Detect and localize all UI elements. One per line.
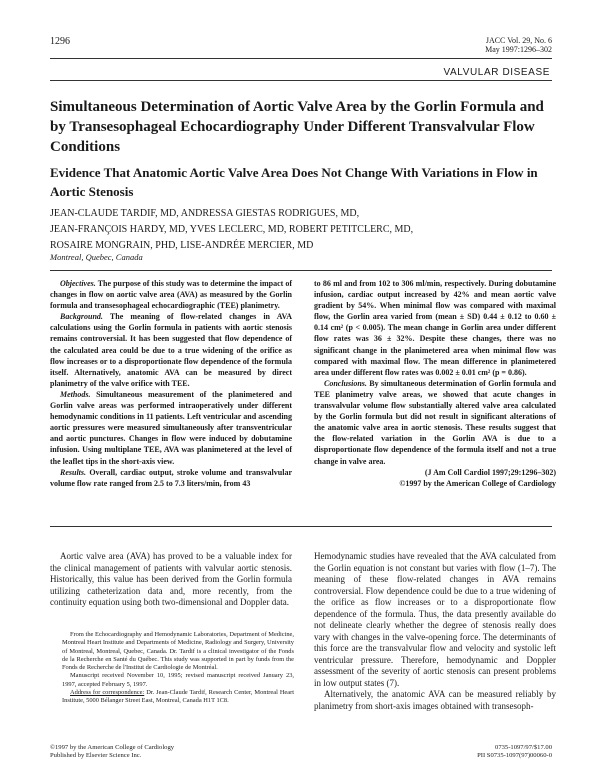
background-label: Background.	[60, 312, 103, 322]
body-paragraph: Alternatively, the anatomic AVA can be measured reliably by planimetry from short-axis images obtained with transesoph-	[314, 689, 556, 711]
journal-info	[485, 36, 552, 54]
publisher-line: Published by Elsevier Science Inc.	[50, 752, 142, 759]
abstract-right-column	[314, 278, 556, 489]
abstract	[50, 278, 556, 508]
background-text: The meaning of flow-related changes in AVA calculations using the Gorlin formula in patients with aortic stenosis remains controversial. It has been suggested that flow dependence of the calculated area could be due to a true widening of the orifice as flow increases or to a disproportionate flow dependence of the formula itself. Alternatively, anatomic AVA can be measured by direct planimetry of the valve orifice with TEE.	[50, 312, 292, 388]
footnote-address-label: Address for correspondence:	[70, 689, 145, 697]
methods-label: Methods.	[60, 389, 91, 399]
footnote-received: Manuscript received November 10, 1995; revised manuscript received January 23, 1997, accepted February 5, 1997.	[62, 672, 294, 688]
body-paragraph: Hemodynamic studies have revealed that the AVA calculated from the Gorlin equation is not constant but varies with flow (1–7). The meaning of these flow-related changes in AVA remains controversial. Flow dependence could be due to a true widening of the orifice as flow increases or to a disproportionate flow dependence of the formula. Thus, the data presently available do not delineate clearly whether the degree of stenosis really does vary with changes in the valve-opening force. The determinants of this force are the transvalvular flow and velocity and systolic left ventricular pressure. Therefore, hemodynamic and Doppler assessment of the severity of aortic stenosis can present problems in low output states (7).	[314, 551, 556, 688]
header-rule	[50, 58, 552, 59]
results-label: Results.	[60, 467, 87, 477]
conclusions-text: By simultaneous determination of Gorlin formula and TEE planimetry valve areas, we showed that acute changes in transvalvular volume flow substantially altered valve area calculated by the Gorlin formula but did not result in significant alterations of the anatomic valve area in aortic stenosis. These results suggest that the flow-related variation in the Gorlin AVA is due to a disproportionate flow dependence of the formula itself and not a true change in valve area.	[314, 378, 557, 466]
copyright: ©1997 by the American College of Cardiology	[399, 478, 556, 488]
conclusions-label: Conclusions.	[324, 378, 367, 388]
results-text: Overall, cardiac output, stroke volume and transvalvular volume flow rate ranged from 2.5 to 7.3 liters/min, from 43	[50, 467, 293, 488]
author-list	[50, 206, 560, 254]
footnote-address: Dr. Jean-Claude Tardif, Research Center, Montreal Heart Institute, 5000 Bélanger Street East, Montreal, Canada H1T 1C8.	[62, 689, 295, 705]
methods-text: Simultaneous measurement of the planimetered and Gorlin valve areas was performed intraoperatively under different hemodynamic conditions in 11 patients. Left ventricular and ascending aortic pressures were measured simultaneously after transventricular and aortic punctures. Changes in flow were induced by dobutamine infusion. Using multiplane TEE, AVA was planimetered at the level of the leaflet tips in the short-axis view.	[50, 389, 292, 466]
author-line: ROSAIRE MONGRAIN, PHD, LISE-ANDRÉE MERCIER, MD	[50, 240, 314, 251]
objectives-text: The purpose of this study was to determine the impact of changes in flow on aortic valve area (AVA) as measured by the Gorlin formula and transesophageal echocardiographic (TEE) planimetry.	[50, 279, 293, 311]
pii-line: PII S0735-1097(97)00060-0	[477, 752, 552, 759]
footnote	[62, 631, 294, 706]
footnote-affiliation: From the Echocardiography and Hemodynamic Laboratories, Department of Medicine, Montreal Heart Institute and Departments of Medicine, Radiology and Surgery, University of Montreal, Montreal, Quebec, Canada. Dr. Tardif is a clinical investigator of the Fonds de la Recherche en Santé du Québec. This study was supported in part by funds from the Fonds de Recherche de l'Institut de Cardiologie de Montréal.	[62, 631, 294, 672]
body-right-column	[314, 551, 556, 712]
section-label: VALVULAR DISEASE	[443, 67, 550, 78]
page-number: 1296	[50, 36, 70, 47]
journal-volume: JACC Vol. 29, No. 6	[485, 36, 552, 45]
author-line: JEAN-CLAUDE TARDIF, MD, ANDRESSA GIESTAS RODRIGUES, MD,	[50, 208, 360, 219]
results-continued: to 86 ml and from 102 to 306 ml/min, respectively. During dobutamine infusion, cardiac output increased by 42% and mean aortic valve gradient by 54%. When minimal flow was compared with maximal flow, the Gorlin area varied from (mean ± SD) 0.44 ± 0.12 to 0.60 ± 0.14 cm² (p < 0.005). The mean change in Gorlin area under different flow rates was 36 ± 32%. Despite these changes, there was no significant change in the planimetered area when minimal flow was compared with maximal flow. The mean difference in planimetered area under different flow rates was 0.002 ± 0.01 cm² (p = 0.86).	[314, 279, 556, 377]
issn-line: 0735-1097/97/$17.00	[495, 744, 552, 751]
abstract-bottom-rule	[50, 526, 552, 527]
article-subtitle: Evidence That Anatomic Aortic Valve Area Does Not Change With Variations in Flow in Aortic Stenosis	[50, 165, 538, 199]
article-ids	[477, 744, 552, 760]
objectives-label: Objectives.	[60, 279, 96, 288]
body-left-column	[50, 551, 292, 609]
body-paragraph: Aortic valve area (AVA) has proved to be a valuable index for the clinical management of patients with valvular aortic stenosis. Historically, this value has been derived from the Gorlin formula utilizing catheterization data and, more recently, from the continuity equation using both two-dimensional and Doppler data.	[50, 551, 292, 607]
citation: (J Am Coll Cardiol 1997;29:1296–302)	[424, 467, 556, 477]
affiliation: Montreal, Quebec, Canada	[50, 252, 143, 262]
publisher-info	[50, 744, 174, 760]
article-title: Simultaneous Determination of Aortic Valve Area by the Gorlin Formula and by Transesophageal Echocardiography Under Different Transvalvular Flow Conditions	[50, 99, 544, 155]
journal-pages: May 1997:1296–302	[485, 45, 552, 54]
section-rule	[50, 80, 552, 81]
abstract-top-rule	[50, 270, 552, 271]
author-line: JEAN-FRANÇOIS HARDY, MD, YVES LECLERC, MD, ROBERT PETITCLERC, MD,	[50, 224, 414, 235]
abstract-left-column	[50, 278, 292, 489]
copyright-line: ©1997 by the American College of Cardiology	[50, 744, 175, 751]
